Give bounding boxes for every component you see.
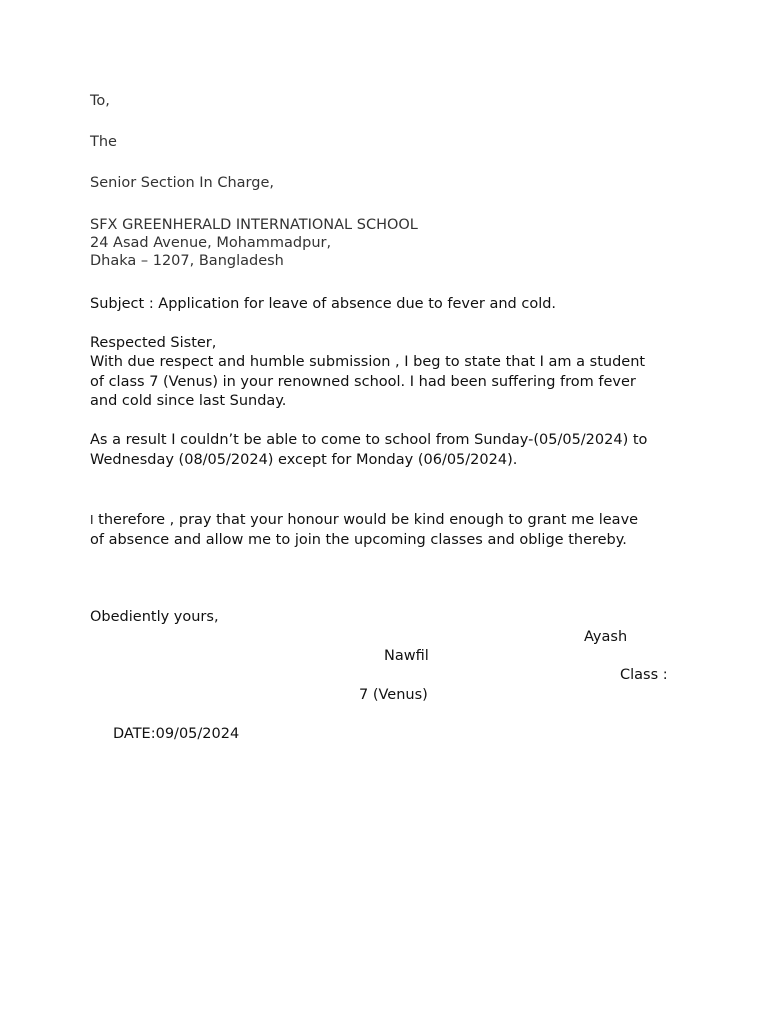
address-line-2: Dhaka – 1207, Bangladesh: [90, 253, 284, 269]
signature-first-name: Ayash: [584, 629, 628, 645]
body-paragraph-3: [90, 511, 690, 550]
body2-line-2: Wednesday (08/05/2024) except for Monday (06/05/2024).: [90, 451, 518, 468]
class-label: Class :: [620, 667, 668, 683]
to-line: To,: [90, 93, 110, 109]
school-name: SFX GREENHERALD INTERNATIONAL SCHOOL: [90, 217, 418, 233]
recipient-title: Senior Section In Charge,: [90, 175, 274, 191]
salutation: Respected Sister,: [90, 335, 217, 351]
class-value: 7 (Venus): [359, 687, 428, 703]
body1-line-2: of class 7 (Venus) in your renowned school. I had been suffering from fever: [90, 373, 636, 390]
body3-line-1: [90, 511, 690, 531]
body3-line-1-rest: therefore , pray that your honour would be kind enough to grant me leave: [93, 512, 639, 528]
body2-line-1: As a result I couldn’t be able to come to school from Sunday-(05/05/2024) to: [90, 432, 648, 448]
body3-first-letter: I: [90, 513, 94, 527]
signature-last-name: Nawfil: [384, 648, 429, 664]
closing: Obediently yours,: [90, 609, 219, 625]
body-paragraph-1: [90, 353, 690, 412]
date-line: DATE:09/05/2024: [113, 726, 240, 742]
the-line: The: [90, 134, 117, 150]
body1-line-1: With due respect and humble submission , I beg to state that I am a student: [90, 354, 646, 370]
body1-line-3: and cold since last Sunday.: [90, 393, 287, 409]
body3-line-2: of absence and allow me to join the upcoming classes and oblige thereby.: [90, 531, 627, 548]
address-line-1: 24 Asad Avenue, Mohammadpur,: [90, 235, 332, 251]
body-paragraph-2: [90, 431, 690, 470]
subject-line: Subject : Application for leave of absence due to fever and cold.: [90, 296, 557, 312]
